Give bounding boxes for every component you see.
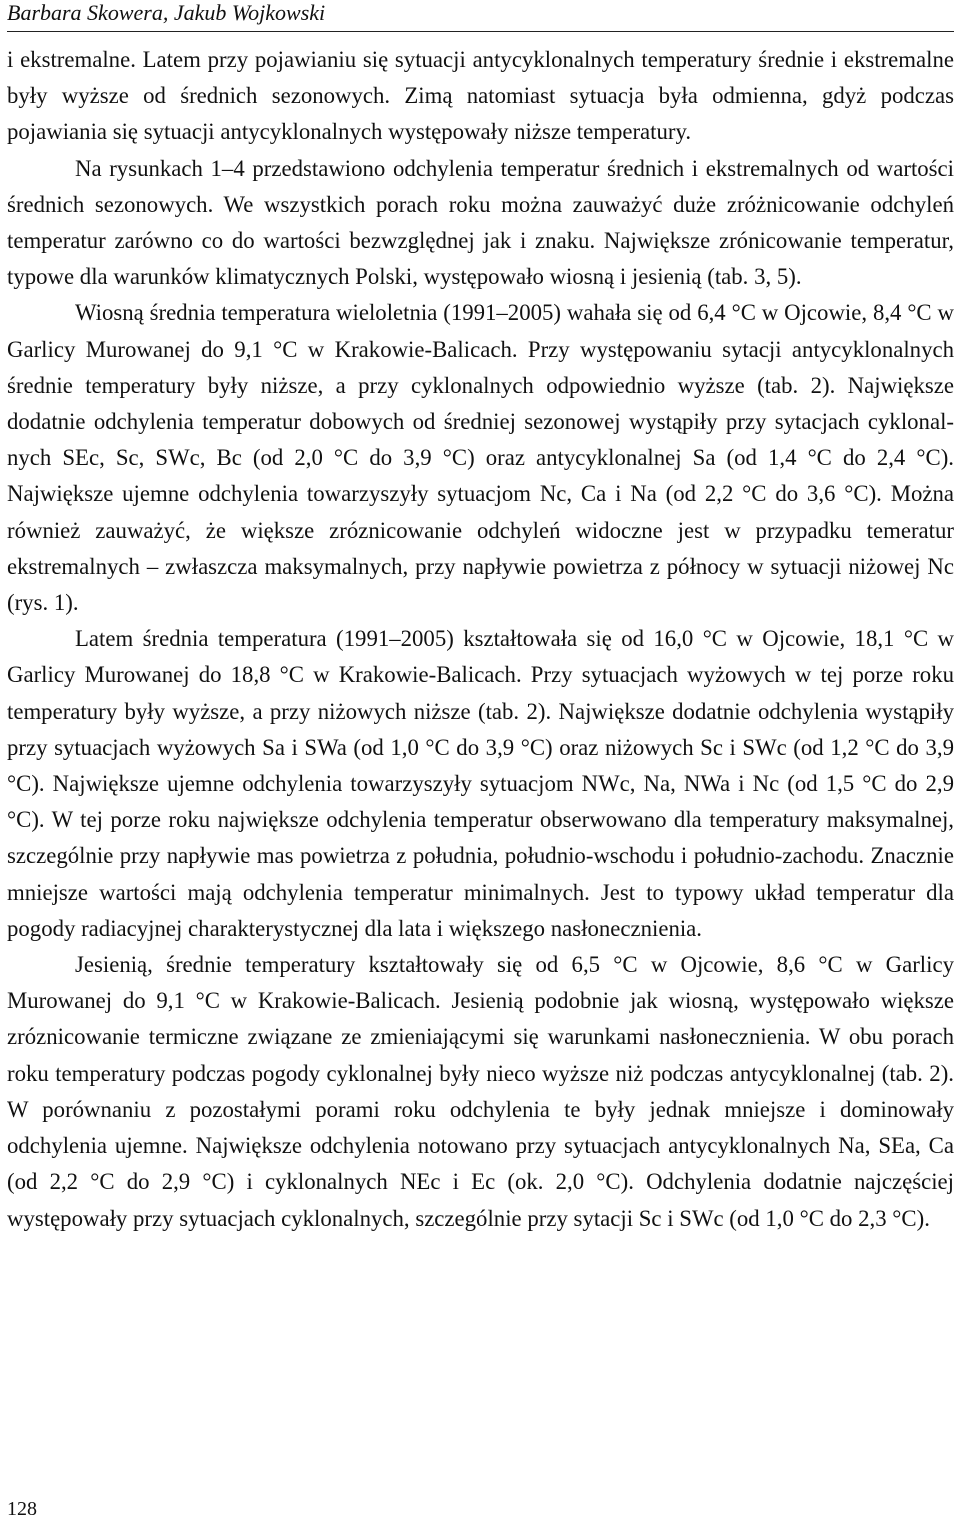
page-number: 128 xyxy=(7,1498,37,1520)
paragraph-spring: Wiosną średnia temperatura wieloletnia (1991–2005) wahała się od 6,4 °C w Ojcowie, 8,4 °C w Garlicy Murowanej do 9,1 °C w Krakowie-Balicach. Przy występowaniu sytacji antycyklonalnych średnie temperatury były niższe, a przy cyklonalnych odpowiednio wyższe (tab. 2). Największe dodatnie odchylenia temperatur dobowych od średniej sezonowej wystąpiły przy sytacjach cyklonalnych SEc, Sc, SWc, Bc (od 2,0 °C do 3,9 °C) oraz antycyklonalnej Sa (od 1,4 °C do 2,4 °C). Największe ujemne odchylenia towarzyszyły sytuacjom Nc, Ca i Na (od 2,2 °C do 3,6 °C). Można również zauważyć, że większe zróznicowanie odchyleń widoczne jest w przypadku temeratur ekstremalnych – zwłaszcza maksymalnych, przy napływie powietrza z północy w sytuacji niżowej Nc (rys. 1). xyxy=(7,300,954,616)
paragraph-autumn: Jesienią, średnie temperatury kształtowały się od 6,5 °C w Ojcowie, 8,6 °C w Garlicy Murowanej do 9,1 °C w Krakowie-Balicach. Jesienią podobnie jak wiosną, występowało większe zróznicowanie termiczne związane ze zmieniającymi się warunkami nasłonecznienia. W obu porach roku temperatury podczas pogody cyklonalnej były nieco wyższe niż podczas antycyklonalnej (tab. 2). W porównaniu z pozostałymi porami roku odchylenia te były jednak mniejsze i dominowały odchylenia ujemne. Największe odchylenia notowano przy sytuacjach antycyklonalnych Na, SEa, Ca (od 2,2 °C do 2,9 °C) i cyklonalnych NEc i Ec (ok. 2,0 °C). Odchylenia dodatnie najczęściej występowały przy sytuacjach cyklonalnych, szczególnie przy sytacji Sc i SWc (od 1,0 °C do 2,3 °C). xyxy=(7,952,954,1231)
paragraph-summer: Latem średnia temperatura (1991–2005) kształtowała się od 16,0 °C w Ojcowie, 18,1 °C w Garlicy Murowanej do 18,8 °C w Krakowie-Balicach. Przy sytuacjach wyżowych w tej porze roku temperatury były wyższe, a przy niżowych niższe (tab. 2). Największe dodatnie odchylenia wystąpiły przy sytuacjach wyżowych Sa i SWa (od 1,0 °C do 3,9 °C) oraz niżowych Sc i SWc (od 1,2 °C do 3,9 °C). Największe ujemne odchylenia towarzyszyły sytuacjom NWc, Na, NWa i Nc (od 1,5 °C do 2,9 °C). W tej porze roku największe odchylenia temperatur obserwowano dla temperatury maksymalnej, szczególnie przy napływie mas powietrza z południa, południo-wschodu i południo-zachodu. Znacznie mniejsze wartości mają odchylenia temperatur minimalnych. Jest to typowy układ temperatur dla pogody radiacyjnej charakterystycznej dla lata i większego nasłonecznienia. xyxy=(7,626,954,941)
header-rule xyxy=(7,31,954,32)
body-text xyxy=(7,42,954,1237)
paragraph-continuation: i ekstremalne. Latem przy pojawianiu się sytuacji antycyklonalnych temperatury średnie i ekstremalne były wyższe od średnich sezonowych. Zimą natomiast sytuacja była odmienna, gdyż podczas pojawiania się sytuacji antycyklonalnych występowały niższe temperatury. xyxy=(7,47,954,145)
running-header: Barbara Skowera, Jakub Wojkowski xyxy=(7,0,326,25)
paragraph-figures-intro: Na rysunkach 1–4 przedstawiono odchylenia temperatur średnich i ekstremalnych od wartości średnich sezonowych. We wszystkich porach roku można zauważyć duże zróżnicowanie odchyleń temperatur zarówno co do wartości bezwzględnej jak i znaku. Największe zrónicowanie temperatur, typowe dla warunków klimatycznych Polski, występowało wiosną i jesienią (tab. 3, 5). xyxy=(7,155,954,290)
